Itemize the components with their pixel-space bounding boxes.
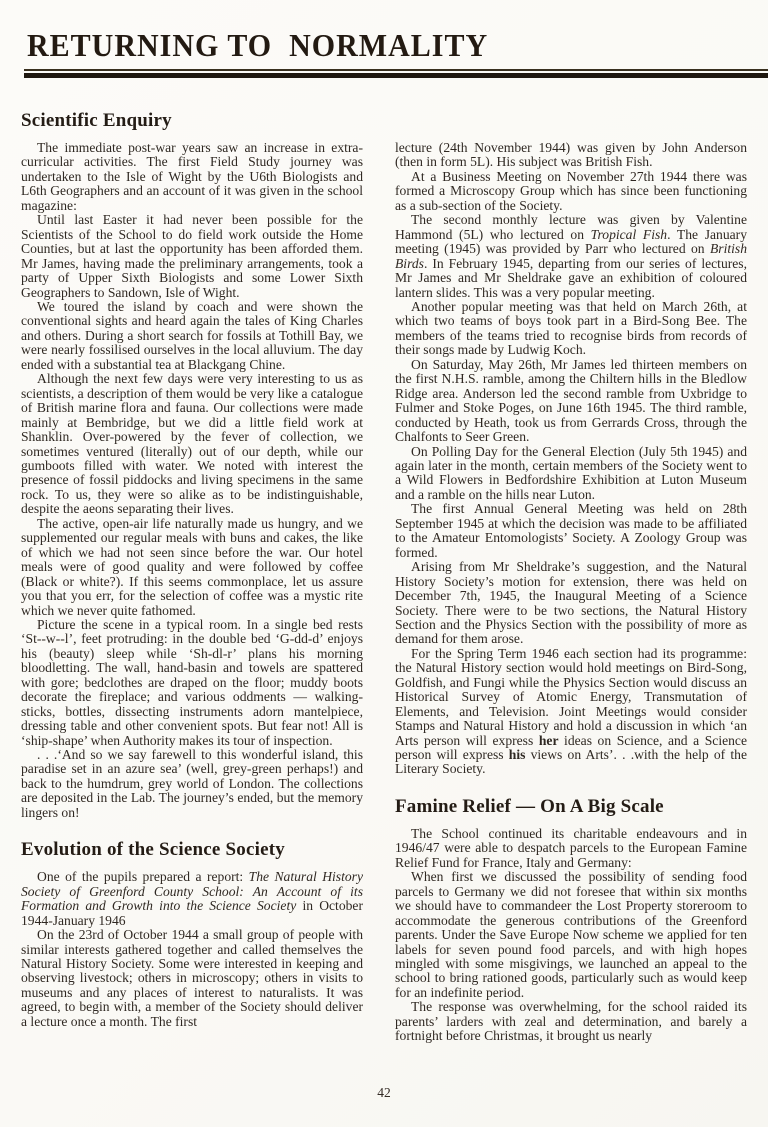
page-number: 42 (377, 1085, 391, 1100)
text-run: At a Business Meeting on November 27th 1944 there was formed a Microscopy Group which has since been functioning as a sub-section of the Society. (395, 168, 747, 213)
text-run: Although the next few days were very interesting to us as scientists, a description of them would be very like a catalogue of British marine flora and fauna. Our collections were made mainly at Bembridge, but we did a little field work at Shanklin. Over-powered by the fever of collection, we sometimes ventured (literally) out of our depth, while our gumboots filled with water. We noted with interest the presence of fossil piddocks and living specimens in the same rock. To us, they were so alike as to be indistinguishable, despite the aeons separating their lives. (21, 371, 363, 517)
text-run: The immediate post-war years saw an increase in extra-curricular activities. The first Field Study journey was undertaken to the Isle of Wight by the U6th Biologists and L6th Geographers and an account of it was given in the school magazine: (21, 140, 363, 213)
right-column (395, 141, 747, 1044)
page-title: RETURNING TO NORMALITY (27, 28, 489, 64)
title-rule-thick (24, 73, 768, 78)
text-run: We toured the island by coach and were shown the conventional sights and heard again the tales of King Charles and others. During a short search for fossils at Tothill Bay, we were nearly fossilised ourselves in the local alluvium. The day ended with a substantial tea at Blackgang Chine. (21, 298, 363, 372)
text-run: his (508, 747, 526, 763)
title-rule-thin (24, 69, 768, 71)
paragraph (395, 647, 747, 777)
text-run: On the 23rd of October 1944 a small group of people with similar interests gathered together and called themselves the Natural History Society. Some were interested in keeping and observing livestock; others in microscopy; others in visits to museums and any places of interest to naturalists. It was agreed, to begin with, a member of the Society should deliver a lecture once a month. The first (21, 927, 363, 1029)
paragraph (395, 170, 747, 213)
paragraph (395, 141, 747, 170)
paragraph (395, 560, 747, 647)
text-run: Arising from Mr Sheldrake’s suggestion, and the Natural History Society’s motion for extension, there was held on December 7th, 1945, the Inaugural Meeting of a Science Society. There were to be two sections, the Natural History Section and the Physics Section with the possibility of more as demand for them arose. (395, 559, 747, 647)
section-heading: Famine Relief — On A Big Scale (395, 795, 664, 817)
text-run: The Natural History Society of Greenford County School: An Account of its Formation and Growth into the Science Society (21, 869, 363, 914)
text-run: . The January meeting (1945) was provided by Parr who lectured on (395, 226, 747, 257)
paragraph (21, 141, 363, 213)
paragraph (395, 870, 747, 1000)
text-run: her (538, 732, 559, 748)
text-run: On Polling Day for the General Election (July 5th 1945) and again later in the month, certain members of the Society went to a Wild Flowers in Bedfordshire Exhibition at Luton Museum and a ramble on the hills near Luton. (395, 443, 747, 502)
text-run: On Saturday, May 26th, Mr James led thirteen members on the first N.H.S. ramble, among the Chiltern hills in the Bledlow Ridge area. Anderson led the second ramble from Uxbridge to Fulmer and Stoke Poges, on June 16th 1945. The third ramble, conducted by Heath, took us from Gerrards Cross, through the Chalfonts to Seer Green. (395, 356, 747, 445)
text-run: When first we discussed the possibility of sending food parcels to Germany we did not foresee that within six months we should have to commandeer the Lost Property storeroom to accommodate the generous contributions of the Greenford parents. Under the Save Europe Now scheme we applied for ten labels for seven pound food parcels, and with high hopes mingled with some misgivings, we launched an appeal to the school to bring rationed goods, particularly such as would keep for an indefinite period. (395, 869, 747, 1000)
paragraph (395, 1000, 747, 1043)
paragraph (21, 372, 363, 517)
text-run: The first Annual General Meeting was held on 28th September 1945 at which the decision was made to be affiliated to the Amateur Entomologists’ Society. A Zoology Group was formed. (395, 501, 747, 560)
text-run: Until last Easter it had never been possible for the Scientists of the School to do field work outside the Home Counties, but at last the opportunity has been afforded them. Mr James, having made the preliminary arrangements, took a party of Upper Sixth Biologists and some Lower Sixth Geographers to Sandown, Isle of Wight. (21, 212, 363, 300)
text-run: views on Arts’. . .with the help of the Literary Society. (395, 747, 747, 777)
text-run: . In February 1945, departing from our series of lectures, Mr James and Mr Sheldrake gave an exhibition of coloured lantern slides. This was a very popular meeting. (395, 255, 747, 300)
paragraph (395, 358, 747, 445)
section-heading: Scientific Enquiry (21, 110, 172, 131)
text-run: The active, open-air life naturally made us hungry, and we supplemented our regular meals with buns and cakes, the like of which we had not seen since before the war. Our hotel meals were of good quality and were followed by coffee (Black or white?). If this seems commonplace, let us assure you that you err, for the selection of coffee was a mystic rite which we never quite fathomed. (21, 515, 363, 618)
paragraph (21, 517, 363, 618)
text-run: Another popular meeting was that held on March 26th, at which two teams of boys took part in a Bird-Song Bee. The members of the teams tried to recognise birds from records of their songs made by Ludwig Koch. (395, 298, 747, 358)
text-run: The response was overwhelming, for the school raided its parents’ larders with zeal and determination, and barely a fortnight before Christmas, it brought us nearly (395, 999, 747, 1044)
paragraph (21, 300, 363, 372)
text-run: lecture (24th November 1944) was given by John Anderson (then in form 5L). His subject was British Fish. (395, 140, 747, 170)
paragraph (21, 870, 363, 928)
paragraph (21, 618, 363, 748)
left-column (21, 110, 363, 1029)
paragraph (21, 748, 363, 820)
text-run: ideas on Science, and a Science person will express (395, 732, 747, 763)
paragraph (395, 300, 747, 358)
text-run: British Birds (395, 241, 747, 271)
text-run: in October 1944-January 1946 (21, 898, 363, 928)
text-run: One of the pupils prepared a report: (37, 869, 249, 885)
text-run: Picture the scene in a typical room. In a single bed rests ‘St--w--l’, feet protruding: in the double bed ‘G-dd-d’ enjoys his (beauty) sleep while ‘Sh-dl-r’ plans his morning bloodletting. The wall, hand-basin and towels are spattered with gore; bedclothes are draped on the floor; muddy boots decorate the fireplace; and various oddments — walking-sticks, bottles, dissecting instruments adorn mantelpiece, dressing table and other convenient spots. But fear not! All is ‘ship-shape’ when Authority makes its tour of inspection. (21, 616, 363, 748)
paragraph (395, 213, 747, 300)
paragraph (21, 928, 363, 1029)
paragraph (21, 213, 363, 300)
paragraph (395, 445, 747, 503)
text-run: The School continued its charitable endeavours and in 1946/47 were able to despatch parcels to the European Famine Relief Fund for France, Italy and Germany: (395, 825, 747, 870)
paragraph (395, 502, 747, 560)
text-run: For the Spring Term 1946 each section had its programme: the Natural History section would hold meetings on Bird-Song, Goldfish, and Fungi while the Physics Section would discuss an Historical Survey of Atomic Energy, Transmutation of Elements, and Television. Joint Meetings would consider Stamps and Natural History and hold a discussion in which ‘an Arts person will express (395, 645, 747, 748)
text-run: The second monthly lecture was given by Valentine Hammond (5L) who lectured on (395, 212, 747, 242)
text-run: Tropical Fish (590, 226, 668, 242)
section-heading: Evolution of the Science Society (21, 839, 285, 861)
paragraph (395, 827, 747, 870)
text-run: . . .‘And so we say farewell to this wonderful island, this paradise set in an azure sea’ (well, grey-green perhaps!) and back to the humdrum, grey world of London. The collections are deposited in the Lab. The journey’s ended, but the memory lingers on! (21, 747, 363, 820)
